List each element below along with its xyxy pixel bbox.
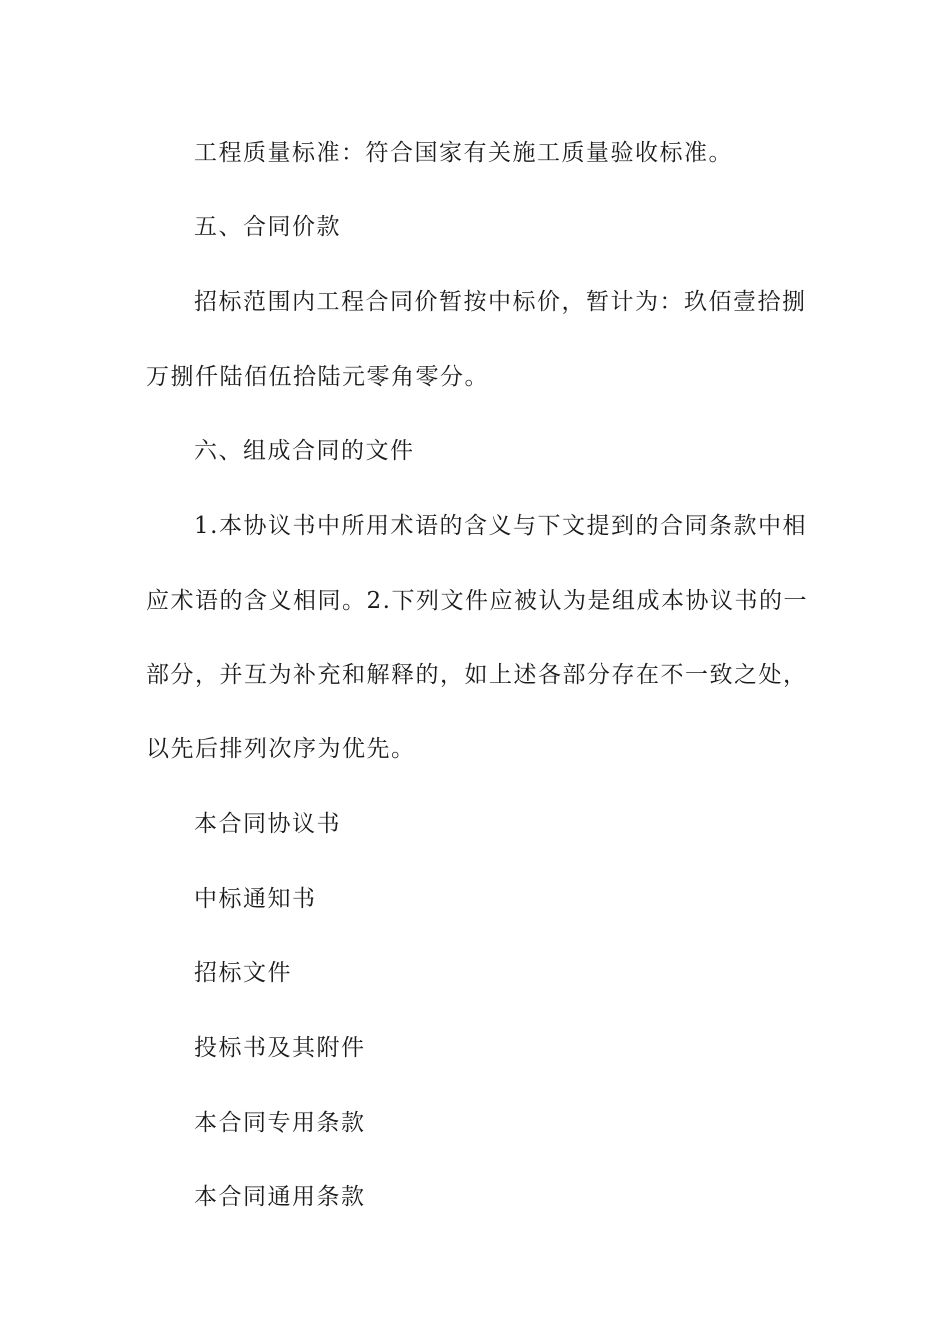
list-item-special-terms: 本合同专用条款 <box>194 1110 366 1136</box>
list-item-award-notice: 中标通知书 <box>194 886 317 912</box>
document-terms-line-1: 1.本协议书中所用术语的含义与下文提到的合同条款中相 <box>194 513 807 539</box>
document-terms-line-3: 部分，并互为补充和解释的，如上述各部分存在不一致之处， <box>146 662 808 688</box>
document-terms-line-2: 应术语的含义相同。2.下列文件应被认为是组成本协议书的一 <box>146 588 808 614</box>
contract-price-line-1: 招标范围内工程合同价暂按中标价，暂计为：玖佰壹拾捌 <box>194 289 807 315</box>
quality-standard-text: 工程质量标准：符合国家有关施工质量验收标准。 <box>194 140 733 166</box>
contract-price-line-2: 万捌仟陆佰伍拾陆元零角零分。 <box>146 364 489 390</box>
list-item-general-terms: 本合同通用条款 <box>194 1184 366 1210</box>
section-6-heading: 六、组成合同的文件 <box>194 438 415 464</box>
list-item-agreement: 本合同协议书 <box>194 811 341 837</box>
list-item-bid-and-attachments: 投标书及其附件 <box>194 1035 366 1061</box>
section-5-heading: 五、合同价款 <box>194 214 341 240</box>
document-terms-line-4: 以先后排列次序为优先。 <box>146 736 416 762</box>
list-item-tender-documents: 招标文件 <box>194 960 292 986</box>
